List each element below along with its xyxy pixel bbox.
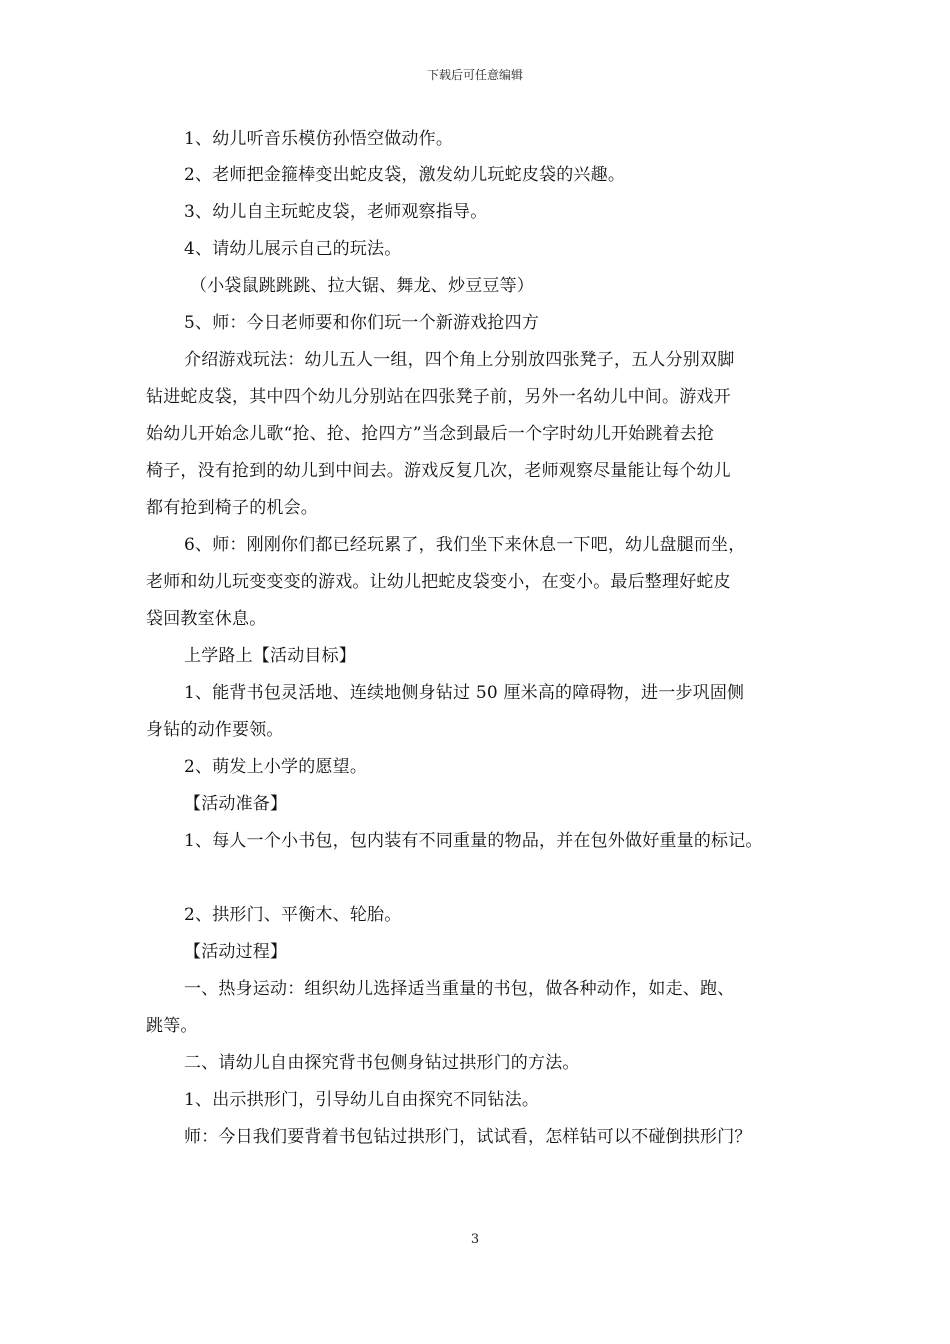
paragraph-line: 老师和幼儿玩变变变的游戏。让幼儿把蛇皮袋变小，在变小。最后整理好蛇皮: [146, 572, 731, 592]
paragraph-line: 3、幼儿自主玩蛇皮袋，老师观察指导。: [184, 202, 488, 222]
paragraph-line: 椅子，没有抢到的幼儿到中间去。游戏反复几次，老师观察尽量能让每个幼儿: [146, 461, 731, 481]
paragraph-line: 2、老师把金箍棒变出蛇皮袋，激发幼儿玩蛇皮袋的兴趣。: [184, 165, 626, 185]
paragraph-line: 一、热身运动：组织幼儿选择适当重量的书包，做各种动作，如走、跑、: [184, 979, 735, 999]
paragraph-line: 1、幼儿听音乐模仿孙悟空做动作。: [184, 129, 454, 149]
section-heading: 【活动过程】: [184, 942, 288, 962]
paragraph-line: 都有抢到椅子的机会。: [146, 498, 318, 518]
paragraph-line: 4、请幼儿展示自己的玩法。: [184, 239, 402, 259]
paragraph-line: 5、师：今日老师要和你们玩一个新游戏抢四方: [184, 313, 540, 333]
section-heading: 【活动准备】: [184, 794, 288, 814]
paragraph-line: 师：今日我们要背着书包钻过拱形门，试试看，怎样钻可以不碰倒拱形门？: [184, 1127, 752, 1147]
paragraph-line: （小袋鼠跳跳跳、拉大锯、舞龙、炒豆豆等）: [190, 276, 534, 296]
paragraph-line: 始幼儿开始念儿歌“抢、抢、抢四方”当念到最后一个字时幼儿开始跳着去抢: [146, 424, 715, 444]
paragraph-line: 6、师：刚刚你们都已经玩累了，我们坐下来休息一下吧，幼儿盘腿而坐，: [184, 535, 746, 555]
paragraph-line: 1、能背书包灵活地、连续地侧身钻过 50 厘米高的障碍物，进一步巩固侧: [184, 683, 745, 703]
paragraph-line: 钻进蛇皮袋，其中四个幼儿分别站在四张凳子前，另外一名幼儿中间。游戏开: [146, 387, 731, 407]
paragraph-line: 2、拱形门、平衡木、轮胎。: [184, 905, 402, 925]
section-heading: 上学路上【活动目标】: [184, 646, 356, 666]
page-header: 下载后可任意编辑: [426, 68, 523, 82]
paragraph-line: 2、萌发上小学的愿望。: [184, 757, 368, 777]
page-number: 3: [470, 1232, 480, 1247]
paragraph-line: 跳等。: [146, 1016, 198, 1036]
paragraph-line: 二、请幼儿自由探究背书包侧身钻过拱形门的方法。: [184, 1053, 580, 1073]
paragraph-line: 身钻的动作要领。: [146, 720, 284, 740]
paragraph-line: 1、出示拱形门，引导幼儿自由探究不同钻法。: [184, 1090, 540, 1110]
paragraph-line: 袋回教室休息。: [146, 609, 267, 629]
paragraph-line: 1、每人一个小书包，包内装有不同重量的物品，并在包外做好重量的标记。: [184, 831, 763, 851]
paragraph-line: 介绍游戏玩法：幼儿五人一组，四个角上分别放四张凳子，五人分别双脚: [184, 350, 735, 370]
